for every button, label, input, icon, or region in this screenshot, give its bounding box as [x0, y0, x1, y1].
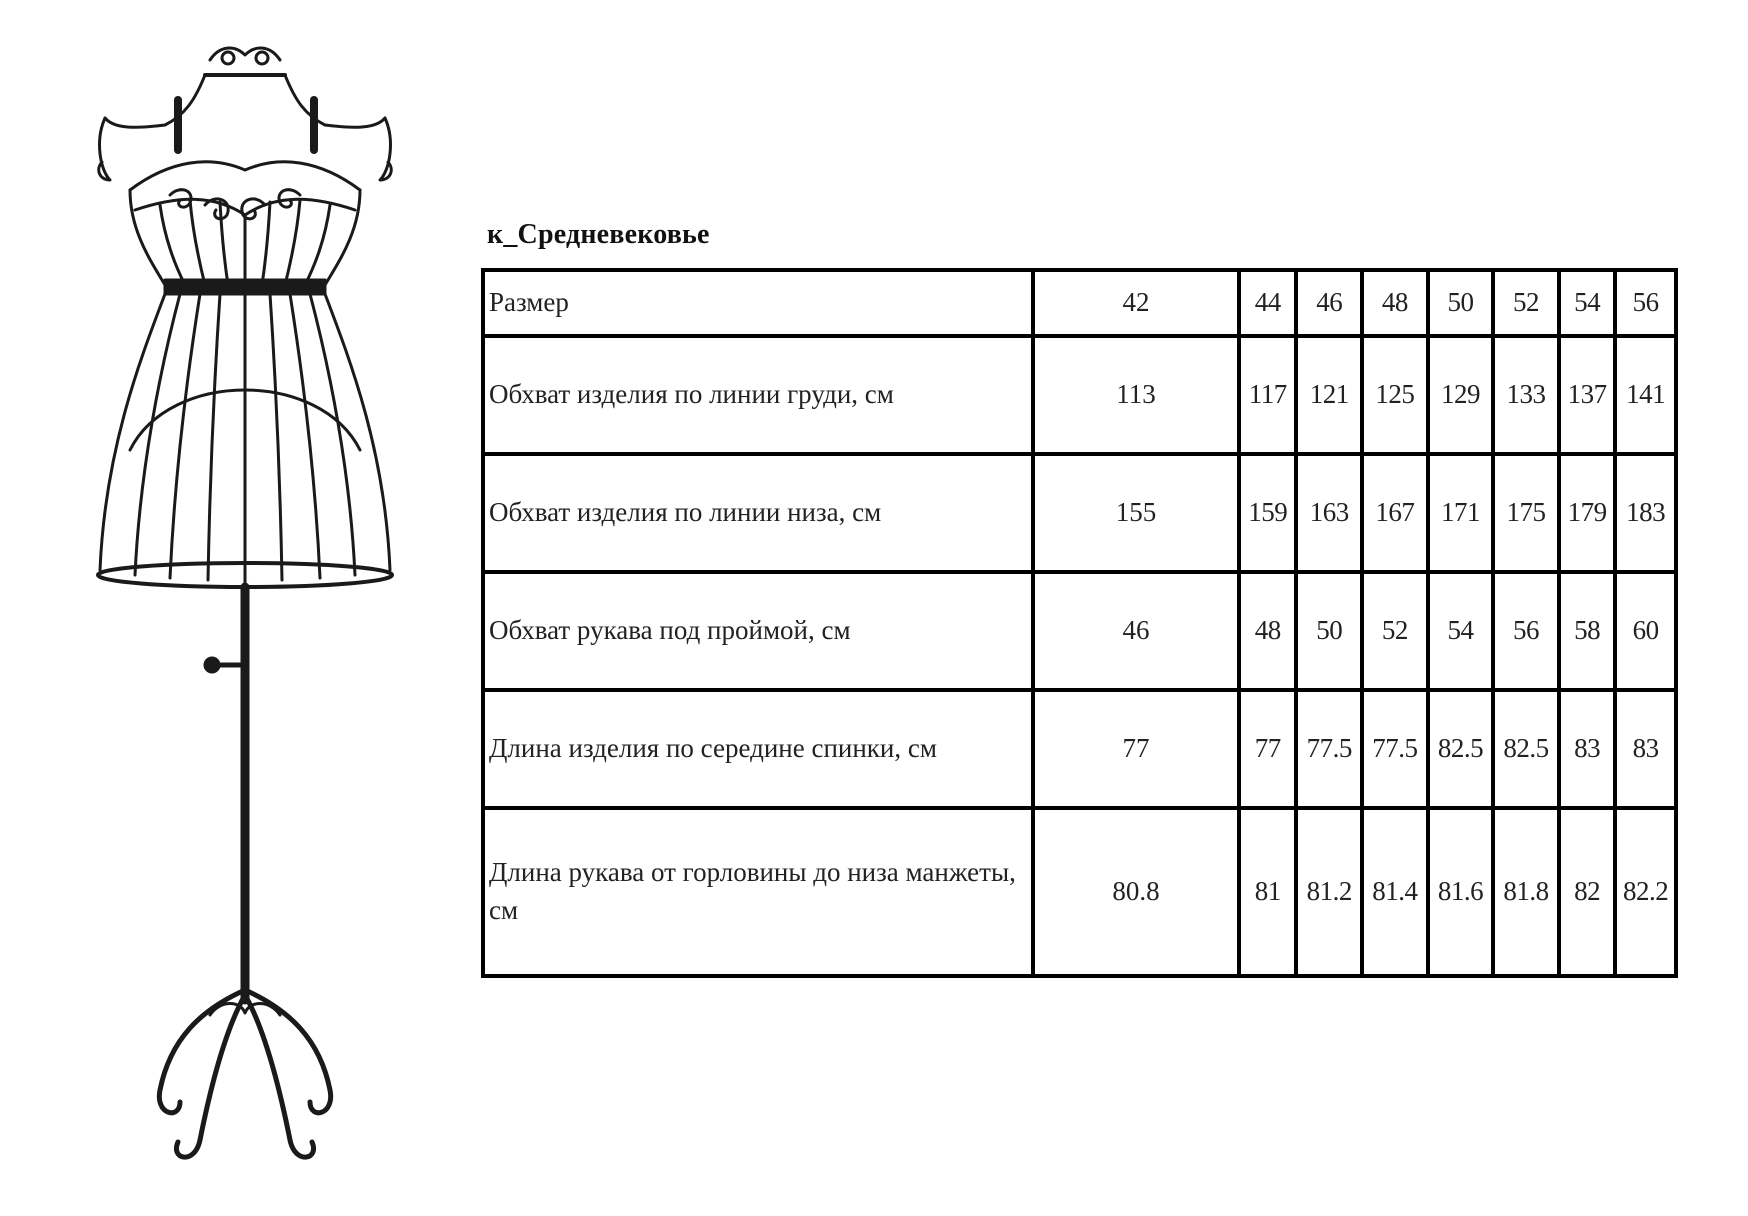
measurement-value-cell: 46 [1033, 572, 1239, 690]
size-table [481, 268, 1678, 978]
measurement-value-cell: 81 [1239, 808, 1297, 976]
measurement-value-cell: 82.5 [1493, 690, 1559, 808]
measurement-label: Длина рукава от горловины до низа манжеты, см [483, 808, 1033, 976]
measurement-value-cell: 56 [1493, 572, 1559, 690]
measurement-value-cell: 82.2 [1615, 808, 1676, 976]
size-chart-title: к_Средневековье [487, 219, 710, 250]
measurement-value-cell: 58 [1559, 572, 1616, 690]
measurement-value-cell: 77 [1033, 690, 1239, 808]
size-value-cell: 48 [1362, 270, 1428, 336]
measurement-row [483, 454, 1676, 572]
measurement-value-cell: 81.6 [1428, 808, 1494, 976]
measurement-row [483, 690, 1676, 808]
measurement-value-cell: 50 [1296, 572, 1362, 690]
mannequin-illustration [60, 30, 420, 1210]
measurement-value-cell: 171 [1428, 454, 1494, 572]
measurement-label: Обхват изделия по линии груди, см [483, 336, 1033, 454]
size-value-cell: 46 [1296, 270, 1362, 336]
size-value-cell: 56 [1615, 270, 1676, 336]
measurement-value-cell: 83 [1559, 690, 1616, 808]
measurement-value-cell: 117 [1239, 336, 1297, 454]
measurement-value-cell: 81.8 [1493, 808, 1559, 976]
measurement-value-cell: 159 [1239, 454, 1297, 572]
measurement-value-cell: 141 [1615, 336, 1676, 454]
measurement-value-cell: 60 [1615, 572, 1676, 690]
measurement-value-cell: 52 [1362, 572, 1428, 690]
measurement-value-cell: 54 [1428, 572, 1494, 690]
measurement-value-cell: 82.5 [1428, 690, 1494, 808]
measurement-value-cell: 77 [1239, 690, 1297, 808]
measurement-value-cell: 155 [1033, 454, 1239, 572]
measurement-value-cell: 179 [1559, 454, 1616, 572]
measurement-value-cell: 81.2 [1296, 808, 1362, 976]
size-header-row [483, 270, 1676, 336]
measurement-value-cell: 129 [1428, 336, 1494, 454]
measurement-value-cell: 48 [1239, 572, 1297, 690]
measurement-value-cell: 113 [1033, 336, 1239, 454]
size-value-cell: 44 [1239, 270, 1297, 336]
measurement-value-cell: 125 [1362, 336, 1428, 454]
measurement-value-cell: 83 [1615, 690, 1676, 808]
measurement-value-cell: 133 [1493, 336, 1559, 454]
measurement-value-cell: 175 [1493, 454, 1559, 572]
measurement-row [483, 336, 1676, 454]
measurement-value-cell: 81.4 [1362, 808, 1428, 976]
measurement-value-cell: 137 [1559, 336, 1616, 454]
measurement-value-cell: 183 [1615, 454, 1676, 572]
measurement-value-cell: 77.5 [1362, 690, 1428, 808]
measurement-label: Обхват изделия по линии низа, см [483, 454, 1033, 572]
size-header-label: Размер [483, 270, 1033, 336]
size-value-cell: 54 [1559, 270, 1616, 336]
measurement-label: Длина изделия по середине спинки, см [483, 690, 1033, 808]
measurement-row [483, 572, 1676, 690]
measurement-label: Обхват рукава под проймой, см [483, 572, 1033, 690]
measurement-value-cell: 80.8 [1033, 808, 1239, 976]
size-value-cell: 50 [1428, 270, 1494, 336]
measurement-value-cell: 163 [1296, 454, 1362, 572]
measurement-value-cell: 167 [1362, 454, 1428, 572]
measurement-value-cell: 121 [1296, 336, 1362, 454]
size-value-cell: 52 [1493, 270, 1559, 336]
measurement-value-cell: 77.5 [1296, 690, 1362, 808]
measurement-row [483, 808, 1676, 976]
size-value-cell: 42 [1033, 270, 1239, 336]
measurement-value-cell: 82 [1559, 808, 1616, 976]
